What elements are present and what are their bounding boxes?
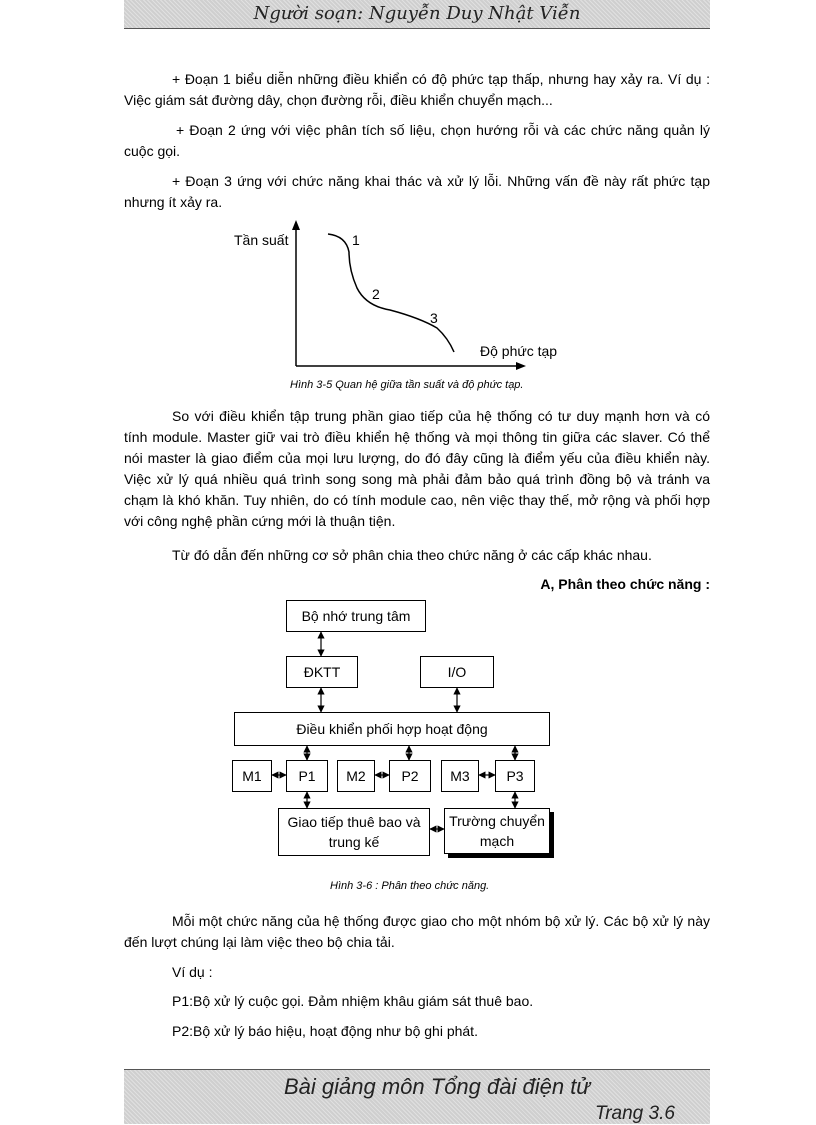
author-line: Người soạn: Nguyễn Duy Nhật Viễn (253, 3, 581, 24)
p3-box: P3 (495, 760, 535, 792)
paragraph-segment-1: + Đoạn 1 biểu diễn những điều khiển có độ phức tạp thấp, nhưng hay xảy ra. Ví dụ : Việc giám sát đường dây, chọn đường rỗi, điều khiển chuyển mạch... (124, 71, 710, 108)
example-p1: P1:Bộ xử lý cuộc gọi. Đảm nhiệm khâu giám sát thuê bao. (172, 993, 534, 1009)
page-number: Trang 3.6 (595, 1103, 675, 1124)
coordinator-box: Điều khiển phối hợp hoạt động (234, 712, 550, 746)
paragraph-processors: Mỗi một chức năng của hệ thống được giao cho một nhóm bộ xử lý. Các bộ xử lý này đến lượt chúng lại làm việc theo bộ chia tải. (124, 913, 710, 950)
paragraph-levels: Từ đó dẫn đến những cơ sở phân chia theo chức năng ở các cấp khác nhau. (172, 547, 652, 563)
subscriber-interface-box: Giao tiếp thuê bao và trung kế (278, 808, 430, 856)
m1-box: M1 (232, 760, 272, 792)
paragraph-segment-2: + Đoạn 2 ứng với việc phân tích số liệu, chọn hướng rỗi và các chức năng quản lý cuộc gọi. (124, 122, 710, 159)
central-memory-box: Bộ nhớ trung tâm (286, 600, 426, 632)
segment-label-1: 1 (352, 232, 360, 248)
m2-box: M2 (337, 760, 375, 792)
y-axis-label: Tần suất (234, 232, 289, 248)
paragraph-master: So với điều khiển tập trung phần giao tiếp của hệ thống có tư duy mạnh hơn và có tính module. Master giữ vai trò điều khiển hệ thống và mọi thông tin giữa các slaver. Có thể nói master là giao điểm của mọi lưu lượng, do đó đây cũng là điểm yếu của điều khiển này. Việc xử lý quá nhiều quá trình song song mà phải đảm bảo quá trình đồng bộ và tránh va chạm là khó khăn. Tuy nhiên, do có tính module cao, nên việc thay thế, mở rộng và phối hợp với công nghệ phần cứng mới là thuận tiện. (124, 408, 710, 529)
example-label: Ví dụ : (172, 964, 213, 980)
segment-label-3: 3 (430, 310, 438, 326)
p1-box: P1 (286, 760, 328, 792)
example-p2: P2:Bộ xử lý báo hiệu, hoạt động như bộ ghi phát. (172, 1023, 478, 1039)
chart-caption: Hình 3-5 Quan hệ giữa tần suất và độ phức tạp. (290, 379, 524, 391)
x-axis-label: Độ phức tạp (480, 343, 558, 359)
section-heading: A, Phân theo chức năng : (540, 576, 710, 592)
switching-field-box: Trường chuyển mạch (444, 808, 550, 854)
dktt-box: ĐKTT (286, 656, 358, 688)
course-title: Bài giảng môn Tổng đài điện tử (284, 1074, 591, 1099)
diagram-caption: Hình 3-6 : Phân theo chức năng. (330, 880, 490, 892)
page-footer (124, 1069, 710, 1124)
p2-box: P2 (389, 760, 431, 792)
io-box: I/O (420, 656, 494, 688)
m3-box: M3 (441, 760, 479, 792)
paragraph-segment-3: + Đoạn 3 ứng với chức năng khai thác và xử lý lỗi. Những vấn đề này rất phức tạp nhưng ít xảy ra. (124, 173, 710, 210)
segment-label-2: 2 (372, 286, 380, 302)
